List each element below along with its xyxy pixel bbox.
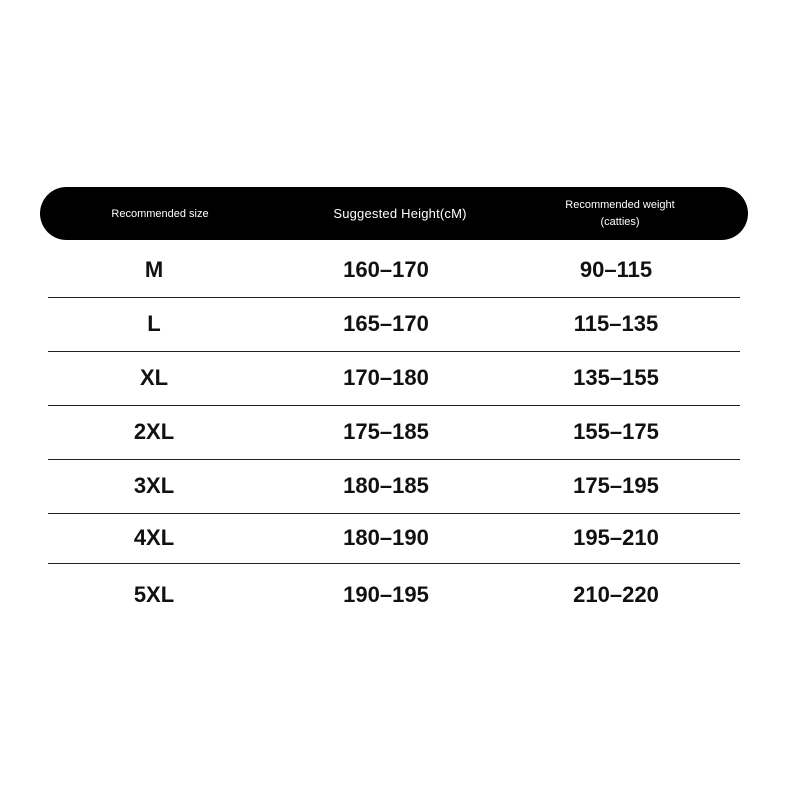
height-cell: 190–195: [343, 582, 429, 607]
weight-cell: 175–195: [573, 473, 659, 498]
size-table-header: [40, 187, 748, 240]
table-row: [48, 405, 740, 460]
table-row: [48, 297, 740, 352]
weight-cell: 155–175: [573, 419, 659, 444]
header-weight-label: [540, 187, 700, 240]
table-row: [48, 351, 740, 406]
weight-cell: 135–155: [573, 365, 659, 390]
header-height-label: Suggested Height(cM): [333, 206, 467, 221]
height-cell: 165–170: [343, 311, 429, 336]
weight-cell: 115–135: [573, 311, 659, 336]
size-cell: 4XL: [133, 525, 175, 550]
header-size-label: Recommended size: [111, 207, 209, 220]
height-cell: 180–185: [343, 473, 429, 498]
height-cell: 160–170: [343, 257, 429, 282]
header-weight-label-line2: (catties): [600, 215, 640, 228]
table-row: [48, 459, 740, 514]
size-cell: XL: [139, 365, 169, 390]
weight-cell: 90–115: [579, 257, 653, 282]
table-row: [48, 568, 740, 622]
table-row: [48, 243, 740, 298]
size-cell: 2XL: [133, 419, 175, 444]
size-cell: 3XL: [133, 473, 175, 498]
header-weight-label-line1: Recommended weight: [565, 198, 675, 211]
weight-cell: 210–220: [573, 582, 659, 607]
table-row: [48, 513, 740, 564]
weight-cell: 195–210: [573, 525, 659, 550]
size-cell: L: [147, 311, 161, 336]
size-cell: M: [144, 257, 164, 282]
size-cell: 5XL: [133, 582, 175, 607]
height-cell: 180–190: [343, 525, 429, 550]
height-cell: 170–180: [343, 365, 429, 390]
height-cell: 175–185: [343, 419, 429, 444]
